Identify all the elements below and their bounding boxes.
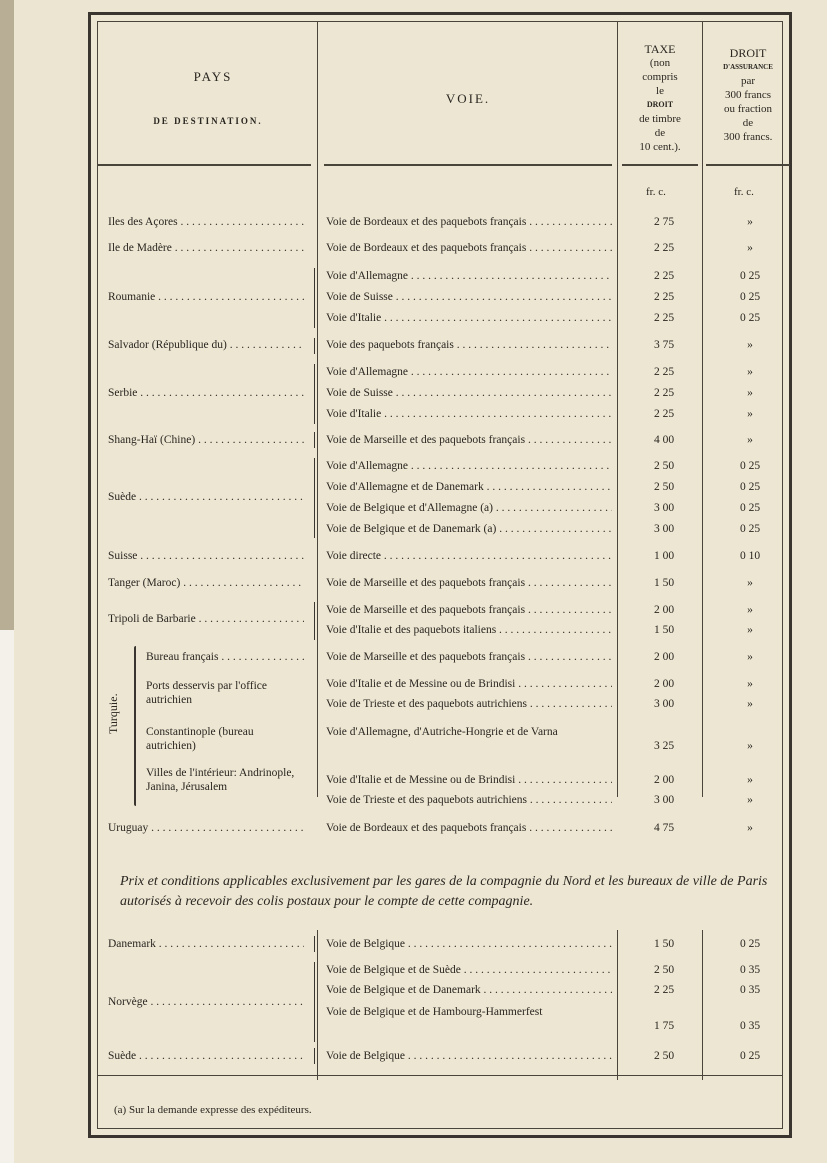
cell-voie: Voie d'Allemagne, d'Autriche-Hongrie et de Varna <box>326 726 558 738</box>
header-taxe: TAXE (non compris le DROIT de timbre de 10 cent.). <box>639 42 681 153</box>
cell-droit: » <box>747 698 753 710</box>
cell-taxe: 2 50 <box>653 460 675 472</box>
cell-droit: 0 25 <box>739 523 761 535</box>
cell-droit: » <box>747 242 753 254</box>
table-row <box>98 456 782 476</box>
table-row <box>98 238 782 258</box>
table-row <box>98 477 782 503</box>
cell-pays: Villes de l'intérieur: Andrinople, Janina, Jérusalem <box>146 767 295 793</box>
table-row <box>98 404 782 424</box>
cell-pays: Tanger (Maroc) . . . <box>108 573 304 593</box>
header-rule-voie <box>324 164 612 166</box>
cell-pays: Roumanie . . . <box>108 287 304 307</box>
cell-droit: » <box>747 387 753 399</box>
cell-droit: » <box>747 740 753 752</box>
cell-pays: Suède . . . <box>108 487 304 507</box>
turquie-label: Turquie. <box>106 693 120 734</box>
table-row <box>98 722 782 762</box>
cell-droit: 0 10 <box>739 550 761 562</box>
footnote-rule <box>98 1075 782 1076</box>
cell-droit: 0 25 <box>739 481 761 493</box>
cell-droit: » <box>747 624 753 636</box>
table-row <box>98 818 782 838</box>
table-row <box>98 694 782 714</box>
cell-droit: » <box>747 434 753 446</box>
cell-voie: Voie de Bordeaux et des paquebots français . . . <box>326 818 612 838</box>
cell-pays: Bureau français . . . <box>146 647 304 667</box>
cell-voie: Voie d'Allemagne . . . <box>326 362 612 382</box>
cell-taxe: 4 75 <box>653 822 675 834</box>
unit-droit: fr. c. <box>734 186 754 198</box>
nord-note: Prix et conditions applicables exclusivement par les gares de la compagnie du Nord et les bureaux de ville de Paris autorisés à recevoir des colis postaux pour le compte de cette compagnie. <box>120 874 768 909</box>
brace-roumanie <box>314 268 315 328</box>
cell-pays: Suisse . . . <box>108 546 304 566</box>
tariff-table <box>88 12 792 1138</box>
cell-droit: » <box>747 678 753 690</box>
cell-droit: » <box>747 794 753 806</box>
cell-droit: 0 25 <box>739 502 761 514</box>
cell-voie: Voie de Marseille et des paquebots français . . . <box>326 573 612 593</box>
page-edge-white <box>0 630 14 1163</box>
cell-pays: Uruguay . . . <box>108 818 304 838</box>
cell-voie: Voie d'Italie et de Messine ou de Brindisi . . . <box>326 674 612 694</box>
cell-droit: » <box>747 339 753 351</box>
cell-droit: » <box>747 408 753 420</box>
header-pays-sub: DE DESTINATION. <box>153 116 263 126</box>
cell-droit: 0 25 <box>739 270 761 282</box>
cell-taxe: 3 00 <box>653 523 675 535</box>
cell-voie: Voie de Trieste et des paquebots autrichiens . . . <box>326 694 612 714</box>
cell-voie: Voie de Suisse . . . <box>326 287 612 307</box>
cell-taxe: 3 25 <box>653 740 675 752</box>
cell-droit: 0 25 <box>739 1050 761 1062</box>
brace-suede <box>314 458 315 538</box>
cell-droit: 0 25 <box>739 312 761 324</box>
brace-shanghai <box>314 432 315 448</box>
brace-norvege <box>314 962 315 1042</box>
cell-voie: Voie de Marseille et des paquebots français . . . <box>326 600 612 620</box>
cell-taxe: 1 00 <box>653 550 675 562</box>
cell-taxe: 3 00 <box>653 698 675 710</box>
table-row <box>98 573 782 593</box>
table-row <box>98 308 782 328</box>
table-row <box>98 934 782 954</box>
cell-voie: Voie de Bordeaux et des paquebots français . . . <box>326 212 612 232</box>
cell-voie: Voie d'Allemagne . . . <box>326 266 612 286</box>
cell-voie: Voie de Marseille et des paquebots français . . . <box>326 430 612 450</box>
cell-droit: » <box>747 216 753 228</box>
header-rule-pays <box>98 164 311 166</box>
cell-taxe: 3 75 <box>653 339 675 351</box>
cell-droit: 0 35 <box>739 1020 761 1032</box>
cell-droit: 0 25 <box>739 291 761 303</box>
table-inner-frame <box>97 21 783 1129</box>
cell-voie: Voie de Trieste et des paquebots autrichiens . . . <box>326 790 612 810</box>
cell-voie: Voie d'Italie . . . <box>326 404 612 424</box>
table-row <box>98 1002 782 1042</box>
header-droit: DROIT D'ASSURANCE par 300 francs ou fraction de 300 francs. <box>723 46 773 143</box>
cell-pays: Tripoli de Barbarie . . . <box>108 609 304 629</box>
table-row <box>98 674 782 694</box>
header-rule-taxe <box>622 164 698 166</box>
cell-pays: Constantinople (bureau autrichien) <box>146 726 254 752</box>
unit-taxe: fr. c. <box>646 186 666 198</box>
cell-taxe: 1 75 <box>653 1020 675 1032</box>
cell-taxe: 2 25 <box>653 312 675 324</box>
cell-voie: Voie de Belgique et de Suède . . . <box>326 960 612 980</box>
table-row <box>98 980 782 1008</box>
table-row <box>98 335 782 355</box>
table-row <box>98 266 782 286</box>
cell-taxe: 2 00 <box>653 774 675 786</box>
brace-serbie <box>314 364 315 424</box>
header-voie: VOIE. <box>445 91 491 106</box>
header-pays: PAYS <box>193 69 233 84</box>
cell-voie: Voie directe . . . <box>326 546 612 566</box>
table-row <box>98 546 782 566</box>
cell-pays: Norvège . . . <box>108 992 304 1012</box>
brace-salvador <box>314 338 315 354</box>
cell-taxe: 2 25 <box>653 366 675 378</box>
table-row <box>98 600 782 625</box>
table-row <box>98 430 782 450</box>
cell-taxe: 2 00 <box>653 678 675 690</box>
cell-taxe: 2 50 <box>653 1050 675 1062</box>
cell-droit: » <box>747 651 753 663</box>
cell-voie: Voie d'Italie et de Messine ou de Brindisi . . . <box>326 770 612 790</box>
cell-voie: Voie de Belgique et de Hambourg-Hammerfest <box>326 1006 543 1018</box>
cell-voie: Voie de Belgique et d'Allemagne (a) . . . <box>326 498 612 518</box>
cell-droit: » <box>747 774 753 786</box>
cell-pays: Ports desservis par l'office autrichien <box>146 680 267 706</box>
table-row <box>98 362 782 382</box>
cell-voie: Voie d'Allemagne . . . <box>326 456 612 476</box>
cell-droit: » <box>747 366 753 378</box>
cell-taxe: 1 50 <box>653 624 675 636</box>
cell-taxe: 2 25 <box>653 408 675 420</box>
cell-droit: » <box>747 577 753 589</box>
cell-droit: 0 35 <box>739 964 761 976</box>
table-row <box>98 620 782 640</box>
cell-droit: » <box>747 822 753 834</box>
cell-pays: Ile de Madère . . . <box>108 238 304 258</box>
cell-voie: Voie d'Italie . . . <box>326 308 612 328</box>
table-row <box>98 212 782 232</box>
table-row <box>98 498 782 518</box>
cell-taxe: 4 00 <box>653 434 675 446</box>
table-row <box>98 647 782 667</box>
cell-voie: Voie des paquebots français . . . <box>326 335 612 355</box>
table-row <box>98 770 782 790</box>
cell-voie: Voie d'Allemagne et de Danemark . . . <box>326 477 612 497</box>
brace-tripoli <box>314 602 315 640</box>
table-row <box>98 790 782 810</box>
cell-pays: Danemark . . . <box>108 934 304 954</box>
cell-taxe: 2 50 <box>653 964 675 976</box>
cell-taxe: 3 00 <box>653 502 675 514</box>
cell-taxe: 1 50 <box>653 577 675 589</box>
cell-taxe: 2 25 <box>653 291 675 303</box>
cell-droit: 0 25 <box>739 460 761 472</box>
cell-voie: Voie de Belgique et de Danemark . . . <box>326 980 612 1000</box>
cell-taxe: 2 50 <box>653 481 675 493</box>
cell-taxe: 2 00 <box>653 604 675 616</box>
cell-voie: Voie de Bordeaux et des paquebots français . . . <box>326 238 612 258</box>
cell-taxe: 2 25 <box>653 270 675 282</box>
cell-droit: 0 25 <box>739 938 761 950</box>
cell-taxe: 3 00 <box>653 794 675 806</box>
cell-droit: » <box>747 604 753 616</box>
cell-taxe: 2 25 <box>653 242 675 254</box>
cell-pays: Suède . . . <box>108 1046 304 1066</box>
cell-voie: Voie de Belgique . . . <box>326 934 612 954</box>
cell-pays: Iles des Açores . . . <box>108 212 304 232</box>
table-row <box>98 960 782 980</box>
cell-pays: Shang-Haï (Chine) . . . <box>108 430 304 450</box>
table-row <box>98 287 782 307</box>
cell-taxe: 2 25 <box>653 984 675 996</box>
cell-pays: Serbie . . . <box>108 383 304 403</box>
table-row <box>98 1046 782 1066</box>
cell-taxe: 2 25 <box>653 387 675 399</box>
cell-voie: Voie de Marseille et des paquebots français . . . <box>326 647 612 667</box>
cell-droit: 0 35 <box>739 984 761 996</box>
footnote: (a) Sur la demande expresse des expéditeurs. <box>114 1104 312 1116</box>
header-rule-droit <box>706 164 790 166</box>
table-row <box>98 383 782 403</box>
brace-suede-2 <box>314 1048 315 1064</box>
cell-voie: Voie de Belgique . . . <box>326 1046 612 1066</box>
cell-voie: Voie de Suisse . . . <box>326 383 612 403</box>
cell-voie: Voie de Belgique et de Danemark (a) . . . <box>326 519 612 539</box>
brace-danemark <box>314 936 315 952</box>
table-row <box>98 519 782 539</box>
cell-taxe: 2 00 <box>653 651 675 663</box>
cell-taxe: 2 75 <box>653 216 675 228</box>
cell-voie: Voie d'Italie et des paquebots italiens . . . <box>326 620 612 640</box>
cell-pays: Salvador (République du) . . . <box>108 335 304 355</box>
cell-taxe: 1 50 <box>653 938 675 950</box>
